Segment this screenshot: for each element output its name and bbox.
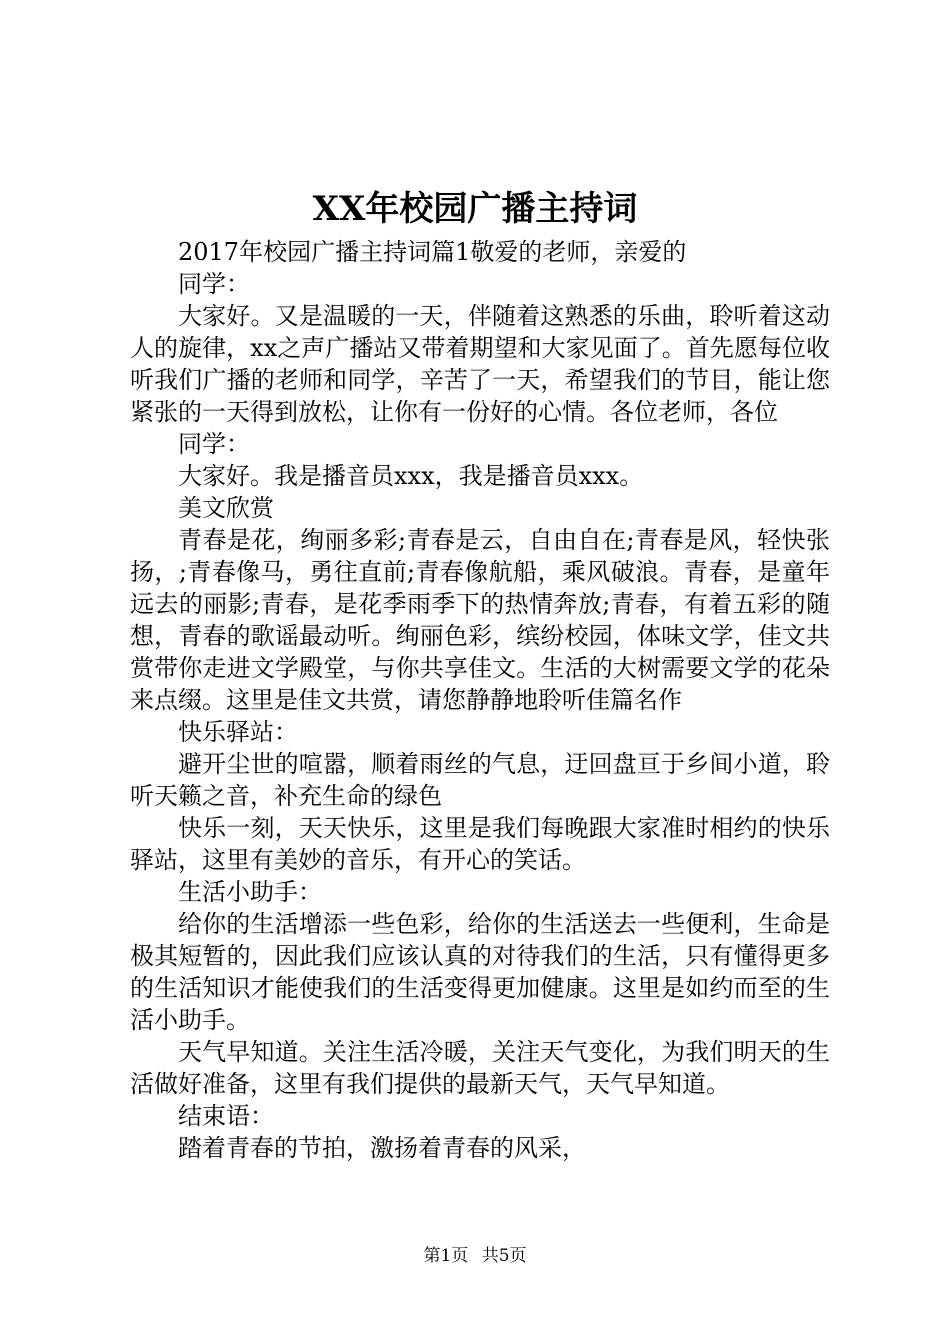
paragraph: 2017年校园广播主持词篇1敬爱的老师，亲爱的 xyxy=(178,238,687,266)
paragraph: 大家好。我是播音员xxx，我是播音员xxx。 xyxy=(178,462,644,490)
paragraph: 同学： xyxy=(178,430,250,458)
section-heading: 快乐驿站： xyxy=(178,718,298,746)
section-heading: 美文欣赏 xyxy=(178,494,274,522)
document-title: XX年校园广播主持词 xyxy=(312,189,638,229)
page-footer xyxy=(0,1244,950,1268)
paragraph: 避开尘世的喧嚣，顺着雨丝的气息，迂回盘亘于乡间小道，聆听天籁之音，补充生命的绿色 xyxy=(130,750,830,810)
section-heading: 生活小助手： xyxy=(178,878,322,906)
paragraph: 同学： xyxy=(178,270,250,298)
page-number: 第1页 xyxy=(423,1246,469,1266)
paragraph: 快乐一刻，天天快乐，这里是我们每晚跟大家准时相约的快乐驿站，这里有美妙的音乐，有开心的笑话。 xyxy=(130,814,830,874)
paragraph: 给你的生活增添一些色彩，给你的生活送去一些便利，生命是极其短暂的，因此我们应该认真的对待我们的生活，只有懂得更多的生活知识才能使我们的生活变得更加健康。这里是如约而至的生活小助手。 xyxy=(130,910,830,1034)
paragraph: 青春是花，绚丽多彩;青春是云，自由自在;青春是风，轻快张扬，;青春像马，勇往直前;青春像航船，乘风破浪。青春，是童年远去的丽影;青春，是花季雨季下的热情奔放;青春，有着五彩的随想，青春的歌谣最动听。绚丽色彩，缤纷校园，体味文学，佳文共赏带你走进文学殿堂，与你共享佳文。生活的大树需要文学的花朵来点缀。这里是佳文共赏，请您静静地聆听佳篇名作 xyxy=(130,526,830,714)
page-total: 共5页 xyxy=(481,1246,527,1266)
paragraph: 天气早知道。关注生活冷暖，关注天气变化，为我们明天的生活做好准备，这里有我们提供的最新天气，天气早知道。 xyxy=(130,1038,830,1098)
section-heading: 结束语： xyxy=(178,1102,274,1130)
paragraph: 大家好。又是温暖的一天，伴随着这熟悉的乐曲，聆听着这动人的旋律，xx之声广播站又带着期望和大家见面了。首先愿每位收听我们广播的老师和同学，辛苦了一天，希望我们的节目，能让您紧张的一天得到放松，让你有一份好的心情。各位老师，各位 xyxy=(130,302,830,426)
paragraph: 踏着青春的节拍，激扬着青春的风采， xyxy=(178,1134,586,1162)
document-body xyxy=(130,236,830,1164)
